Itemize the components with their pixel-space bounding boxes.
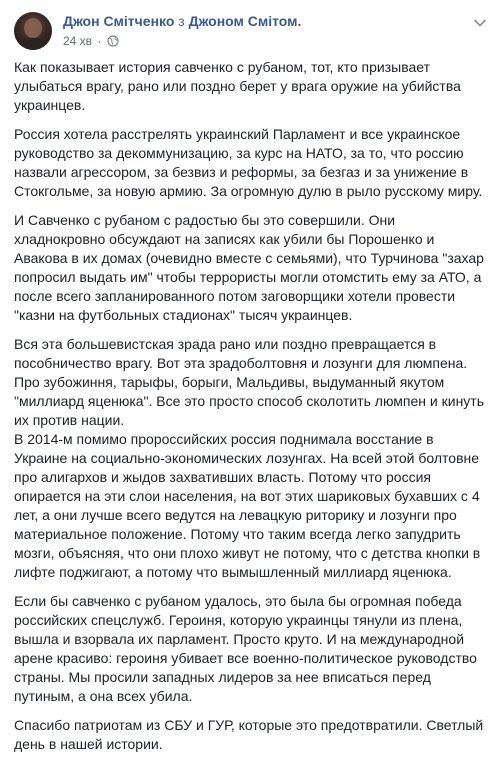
- avatar-face: [24, 18, 42, 38]
- avatar-shoulder: [16, 38, 50, 50]
- post-meta: [63, 34, 119, 50]
- author-name-link[interactable]: Джон Смітченко: [63, 13, 175, 29]
- meta-separator: ·: [97, 34, 102, 48]
- post-paragraph: Спасибо патриотам из СБУ и ГУР, которые это предотвратили. Светлый день в нашей истории.: [14, 717, 484, 752]
- post-paragraph: В 2014-м помимо пророссийских россия поднимала восстание в Украине на социально-экономических лозунгах. На всей этой болтовне про алигархов и жыдов захвативших власть. Потому что россия опирается на эти слои населения, на вот этих шариковых бухавших с 4 лет, а они лучше всего ведутся на левацкую риторику и лозунги про материальное положение. Потому что таким всегда легко запудрить мозги, объясняя, что они плохо живут не потому, что с детства кнопки в лифте поджигают, а потому что вымышленный миллиард яценюка.: [14, 431, 481, 580]
- post-paragraph: Россия хотела расстрелять украинский Парламент и все украинское руководство за декоммунизацию, за курс на НАТО, за то, что россию назвали агрессором, за безвиз и реформы, за безгаз и за унижение в Стокгольме, за новую армию. За огромную дулю в рыло русскому миру.: [14, 126, 483, 199]
- tagged-person-link[interactable]: Джоном Смітом.: [188, 13, 302, 29]
- post-paragraph: И Савченко с рубаном с радостью бы это совершили. Они хладнокровно обсуждают на записях как убили бы Порошенко и Авакова в их домах (очевидно вместе с семьями), что Турчинова "захар попросил выдать им" чтобы террористы могли отомстить ему за АТО, а после всего запланированного потом заговорщики хотели провести "казни на футбольных стадионах" тысяч украинцев.: [14, 212, 484, 323]
- post-author-line: [63, 13, 301, 29]
- globe-icon[interactable]: [107, 35, 119, 50]
- post-paragraph: Вся эта большевистская зрада рано или поздно превращается в пособничество врагу. Вот эта зрадоболтовня и лозунги для люмпена. Про зубожиння, тарыфы, борыги, Мальдивы, выдуманный якутом "миллиард яценюка". Все это просто способ сколотить люмпен и кинуть их против нации.: [14, 336, 485, 428]
- post-header: [14, 10, 491, 54]
- post-timestamp[interactable]: 24 хв: [63, 34, 93, 48]
- with-text: з: [178, 13, 185, 29]
- post-paragraph: Как показывает история савченко с рубаном, тот, кто призывает улыбаться врагу, рано или поздно берет у врага оружие на убийства украинцев.: [14, 59, 461, 113]
- chevron-down-icon[interactable]: [473, 18, 487, 28]
- post-paragraph: Если бы савченко с рубаном удалось, это была бы огромная победа российских спецслужб. Героиня, которую украинцы тянули из плена, вышла и взорвала их парламент. Просто круто. И на международной арене красиво: героиня убивает все военно-политическое руководство страны. Мы просили западных лидеров за нее вписаться перед путиным, а она всех убила.: [14, 593, 477, 704]
- post-body: [14, 58, 489, 764]
- author-avatar[interactable]: [14, 12, 52, 50]
